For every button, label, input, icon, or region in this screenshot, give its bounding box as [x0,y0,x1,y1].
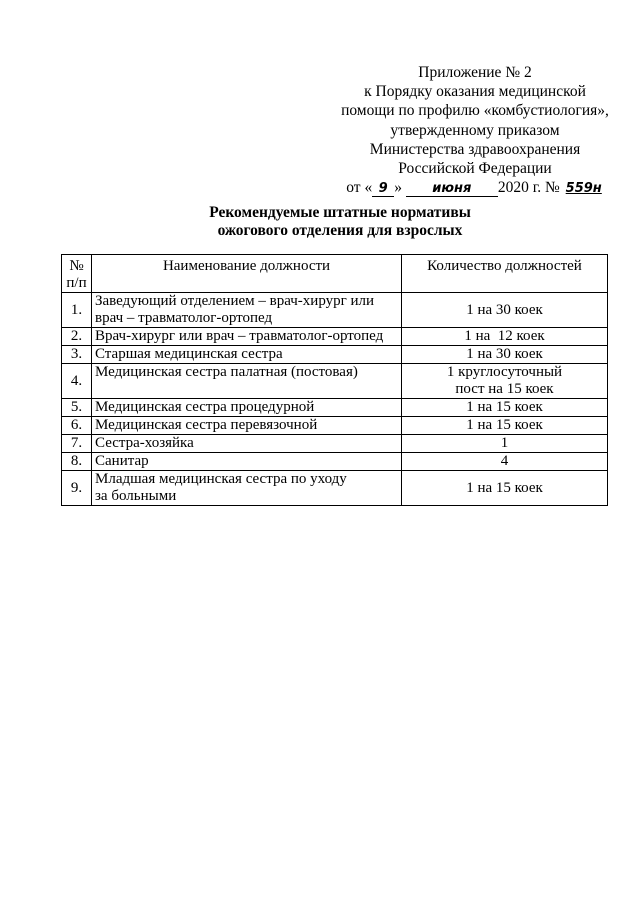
table-row [62,471,608,506]
row-num: 1. [62,293,92,328]
row-num: 2. [62,328,92,346]
table-row [62,417,608,435]
table-row [62,364,608,399]
handwritten-day: 9 [372,182,394,197]
document-title [140,204,540,240]
row-position: Сестра-хозяйка [92,435,402,453]
appendix-line-approved: утвержденному приказом [390,121,560,139]
row-position: Медицинская сестра палатная (постовая) [92,364,402,399]
row-num: 7. [62,435,92,453]
row-position: Старшая медицинская сестра [92,346,402,364]
table-row [62,293,608,328]
row-count: 1 на 30 коек [402,346,608,364]
staffing-table [61,254,608,506]
title-line-2: ожогового отделения для взрослых [217,222,463,239]
row-num: 9. [62,471,92,506]
row-position: Младшая медицинская сестра по уходу за больными [92,471,402,506]
date-prefix: от « [346,179,373,197]
row-count: 1 на 12 коек [402,328,608,346]
header-num: № п/п [62,255,92,293]
appendix-line-order: к Порядку оказания медицинской [364,83,586,101]
table-row [62,328,608,346]
row-count: 1 на 15 коек [402,471,608,506]
row-num: 6. [62,417,92,435]
date-year: 2020 г. № [497,179,560,197]
header-position: Наименование должности [92,255,402,293]
appendix-line-profile: помощи по профилю «комбустиология», [341,102,609,120]
table-row [62,346,608,364]
row-count: 1 круглосуточный пост на 15 коек [402,364,608,399]
table-row [62,399,608,417]
appendix-header [335,63,615,197]
row-count: 4 [402,453,608,471]
row-count: 1 на 15 коек [402,417,608,435]
row-position: Врач-хирург или врач – травматолог-ортопед [92,328,402,346]
table-row [62,435,608,453]
row-num: 4. [62,364,92,399]
table-row [62,453,608,471]
row-position: Заведующий отделением – врач-хирург или врач – травматолог-ортопед [92,293,402,328]
row-count: 1 на 15 коек [402,399,608,417]
row-position: Санитар [92,453,402,471]
handwritten-order-number: 559н [565,181,602,197]
row-position: Медицинская сестра перевязочной [92,417,402,435]
row-num: 5. [62,399,92,417]
row-num: 8. [62,453,92,471]
order-date-line [335,178,615,197]
handwritten-month: июня [406,182,498,197]
row-count: 1 на 30 коек [402,293,608,328]
appendix-number: Приложение № 2 [418,64,532,81]
appendix-line-country: Российской Федерации [398,160,552,178]
header-count: Количество должностей [402,255,608,293]
appendix-line-ministry: Министерства здравоохранения [369,140,581,158]
row-position: Медицинская сестра процедурной [92,399,402,417]
row-count: 1 [402,435,608,453]
table-header-row [62,255,608,293]
title-line-1: Рекомендуемые штатные нормативы [209,204,471,221]
row-num: 3. [62,346,92,364]
date-mid: » [394,179,402,197]
